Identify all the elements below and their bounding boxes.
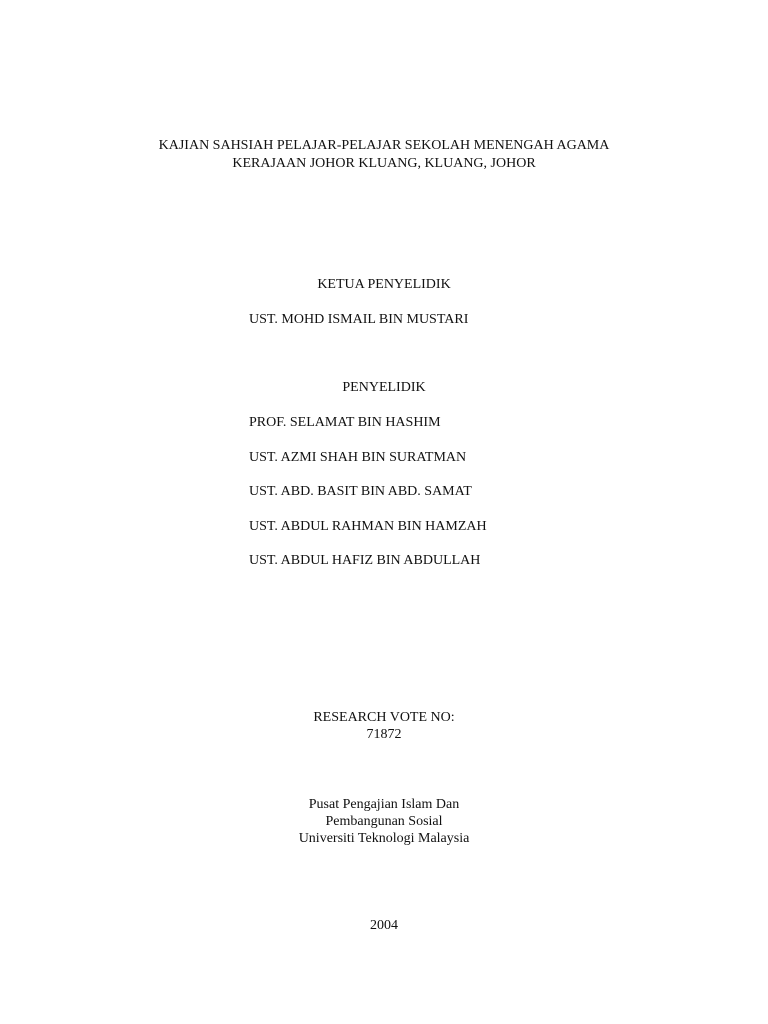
lead-researcher-heading: KETUA PENYELIDIK [317,277,451,292]
institution-line-3: Universiti Teknologi Malaysia [298,831,470,846]
institution-line-2: Pembangunan Sosial [325,814,443,829]
document-title-line-1: KAJIAN SAHSIAH PELAJAR-PELAJAR SEKOLAH MENENGAH AGAMA [158,138,610,153]
lead-researcher-name: UST. MOHD ISMAIL BIN MUSTARI [249,312,469,327]
researcher-name: UST. ABDUL HAFIZ BIN ABDULLAH [249,553,481,568]
researcher-name: UST. AZMI SHAH BIN SURATMAN [249,450,467,465]
research-vote-label: RESEARCH VOTE NO: [313,710,455,725]
document-year: 2004 [370,918,398,933]
researchers-heading: PENYELIDIK [342,380,426,395]
researcher-name: UST. ABD. BASIT BIN ABD. SAMAT [249,484,472,499]
institution-line-1: Pusat Pengajian Islam Dan [308,797,460,812]
researcher-name: PROF. SELAMAT BIN HASHIM [249,415,441,430]
researcher-name: UST. ABDUL RAHMAN BIN HAMZAH [249,519,487,534]
research-vote-number: 71872 [366,727,402,742]
document-title-line-2: KERAJAAN JOHOR KLUANG, KLUANG, JOHOR [232,156,536,171]
